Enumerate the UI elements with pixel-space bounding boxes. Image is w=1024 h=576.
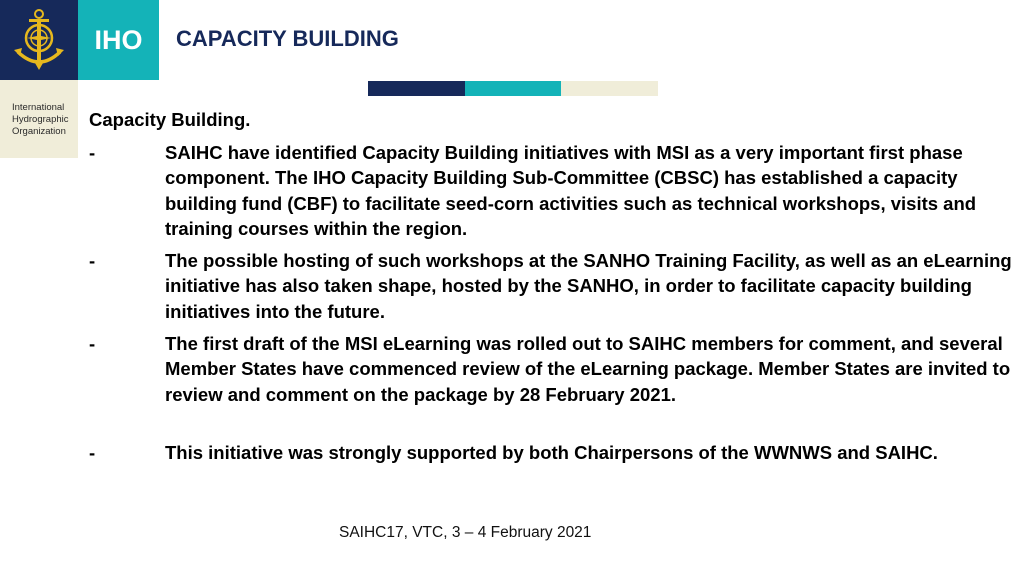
bullet-text: This initiative was strongly supported by both Chairpersons of the WWNWS and SAIHC. [165,442,938,463]
org-name-line-2: Hydrographic [12,114,69,125]
bullet-text: The possible hosting of such workshops at the SANHO Training Facility, as well as an eLearning initiative has also taken shape, hosted by the SANHO, in order to facilitate capacity building initiatives into the future. [165,250,1012,322]
slide-title: CAPACITY BUILDING [176,26,399,51]
accent-stripe-teal [465,81,561,96]
iho-emblem-icon [10,6,68,74]
iho-wordmark: IHO [94,24,143,55]
organization-name-panel [0,80,78,158]
slide-footer: SAIHC17, VTC, 3 – 4 February 2021 [339,524,592,541]
bullet-marker: - [89,142,96,163]
iho-wordmark-panel [78,0,159,80]
bullet-marker: - [89,333,96,354]
accent-stripe-cream [561,81,658,96]
bullet-marker: - [89,250,96,271]
bullet-text: The first draft of the MSI eLearning was rolled out to SAIHC members for comment, and several Member States have commenced review of the eLearning package. Member States are invited to review and comment on the package by 28 February 2021. [165,333,1011,405]
org-name-line-3: Organization [12,126,66,137]
bullet-text: SAIHC have identified Capacity Building initiatives with MSI as a very important first phase component. The IHO Capacity Building Sub-Committee (CBSC) has established a capacity building fund (CBF) to facilitate seed-corn activities such as technical workshops, visits and training courses within the region. [165,142,977,239]
accent-stripe-navy [368,81,465,96]
org-name-line-1: International [12,102,65,113]
bullet-marker: - [89,442,96,463]
iho-emblem-panel [0,0,78,80]
section-heading: Capacity Building. [89,109,251,130]
